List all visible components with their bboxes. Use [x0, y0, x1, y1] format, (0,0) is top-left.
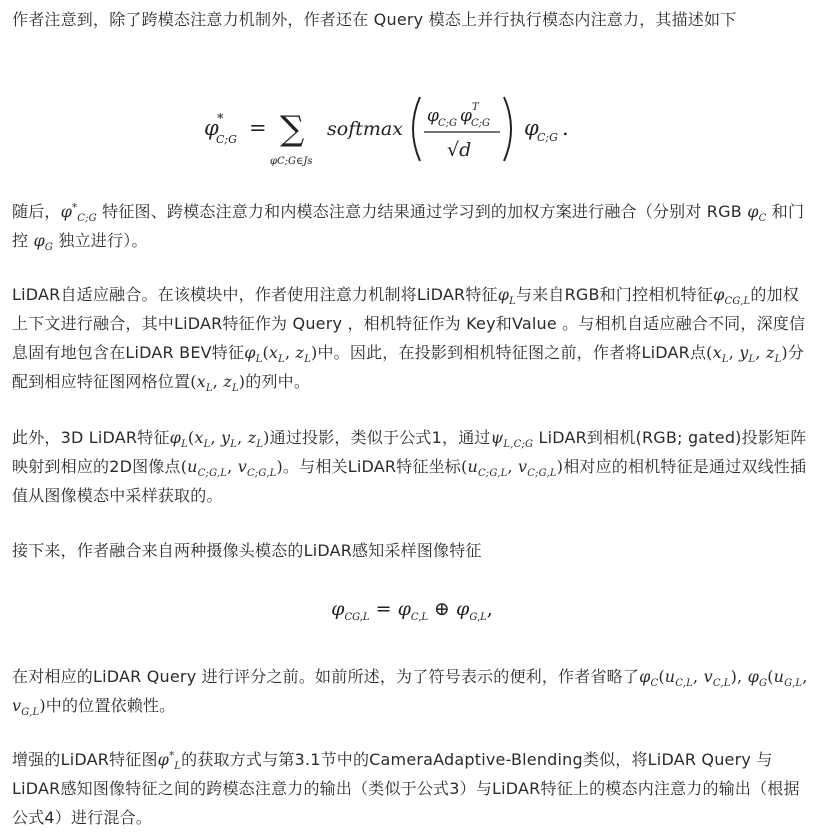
math-image-coord: ($u_{C;G,L}$, $v_{C;G,L}$)	[460, 457, 564, 480]
eq-num-sub-a: C;G	[438, 118, 458, 129]
paragraph-text: 通过投影，类似于公式1，通过	[269, 428, 491, 447]
eq-num-phi-b: φ	[460, 106, 472, 126]
paragraph-text: 接下来，作者融合来自两种摄像头模态的LiDAR感知采样图像特征	[12, 541, 482, 560]
equation-intra-attention	[0, 92, 824, 172]
eq-lhs-sup: *	[217, 112, 224, 127]
eq-tail-sub: C;G	[537, 131, 558, 144]
paragraph-text: 。与相关LiDAR特征坐标	[282, 457, 461, 476]
paragraph-text: 和门控	[12, 202, 805, 250]
math-phi-l-xz: $\varphi_L(x_L$, $z_L$)	[244, 343, 318, 366]
eq2-lhs-sub: CG,L	[344, 611, 370, 623]
paragraph-text: 相对应的相机特征是通过双线性插值从图像模态中采样获取的。	[12, 457, 807, 505]
equation-camera-fusion	[0, 598, 824, 623]
eq2-term1-phi: φ	[397, 598, 411, 620]
paragraph-notation	[12, 662, 812, 720]
eq-num-sup-b: T	[472, 102, 479, 113]
equation-svg	[202, 92, 622, 172]
math-phi-g: $\varphi_G$	[33, 231, 54, 254]
paragraph-text: 中的位置依赖性。	[45, 696, 176, 715]
math-image-point: ($u_{C;G,L}$, $v_{C;G,L}$)	[180, 457, 283, 480]
paragraph-fusion-weighting	[12, 197, 812, 255]
math-psi: $\psi_{L,C;G}$	[490, 428, 534, 451]
eq-num-phi-a: φ	[427, 106, 439, 126]
paragraph-text: 随后，	[12, 202, 61, 221]
paragraph-text: 分配到相应特征图网格位置	[12, 343, 805, 391]
paragraph-text: 的加权上下文进行融合，其中LiDAR特征作为 Query ，相机特征作为 Key和Value 。与相机自适应融合不同，深度信息固有地包含在LiDAR BEV特征	[12, 285, 806, 362]
math-point-xyz: ($x_L$, $y_L$, $z_L$)	[706, 343, 788, 366]
paragraph-text: 特征图、跨模态注意力和内模态注意力结果通过学习到的加权方案进行融合（分别对 RGB	[96, 202, 748, 221]
paragraph-projection	[12, 423, 812, 510]
paragraph-text: 的列中。	[245, 372, 311, 391]
math-phi-cgl: $\varphi_{CG,L}$	[713, 285, 751, 308]
paragraph-text: 在对相应的LiDAR Query 进行评分之前。如前所述，为了符号表示的便利，作者省略了	[12, 667, 640, 686]
eq2-equals: =	[369, 598, 398, 620]
paragraph-lidar-adaptive-fusion	[12, 280, 812, 396]
eq2-comma: ,	[486, 598, 493, 620]
math-phi-c-uv: $\varphi_C(u_{C,L}$, $v_{C,L}$), $\varphi_G(u_{G,L}$, $v_{G,L}$)	[12, 667, 808, 719]
paragraph-text: 与来自RGB和门控相机特征	[515, 285, 714, 304]
eq-num-sub-b: C;G	[471, 118, 491, 129]
eq-sum-symbol: ∑	[280, 109, 305, 149]
eq-sum-subscript: φC;G∈Js	[270, 156, 313, 167]
eq-lhs-phi: φ	[204, 116, 219, 140]
paragraph-text: 此外，3D LiDAR特征	[12, 428, 170, 447]
eq-equals: =	[249, 116, 267, 140]
paragraph-camera-fusion-intro	[12, 536, 812, 565]
eq-tail-phi: φ	[524, 116, 539, 140]
eq2-term2-phi: φ	[456, 598, 470, 620]
paragraph-text: 独立进行）。	[53, 231, 148, 250]
paragraph-text: LiDAR到相机(RGB; gated)投影矩阵映射到相应的2D图像点	[12, 428, 807, 476]
math-phi-l: $\varphi_L$	[497, 285, 516, 308]
eq-right-paren	[504, 97, 511, 161]
paragraph-text: 作者注意到，除了跨模态注意力机制外，作者还在 Query 模态上并行执行模态内注意力，其描述如下	[12, 10, 737, 29]
math-phi-star-l: $\varphi^*_L$	[157, 750, 182, 773]
paragraph-intra-attention-intro	[12, 5, 812, 34]
math-grid-xz: ($x_L$, $z_L$)	[190, 372, 246, 395]
math-phi-star-cg: $\varphi^*_{C;G}$	[60, 202, 97, 225]
paragraph-text: 增强的LiDAR特征图	[12, 750, 158, 769]
paragraph-text: 中。因此，在投影到相机特征图之前，作者将LiDAR点	[317, 343, 707, 362]
eq-period: .	[562, 116, 569, 140]
eq-softmax: softmax	[327, 118, 403, 140]
eq-lhs-sub: C;G	[216, 133, 237, 146]
eq-left-paren	[413, 97, 420, 161]
eq2-term2-sub: G,L	[469, 611, 487, 623]
paragraph-text: LiDAR自适应融合。在该模块中，作者使用注意力机制将LiDAR特征	[12, 285, 498, 304]
paragraph-enhanced-lidar	[12, 745, 812, 832]
paragraph-text: 的获取方式与第3.1节中的CameraAdaptive-Blending类似，将LiDAR Query 与LiDAR感知图像特征之间的跨模态注意力的输出（类似于公式3）与LiDAR特征上的模态内注意力的输出（根据公式4）进行混合。	[12, 750, 800, 827]
eq2-oplus: ⊕	[428, 598, 457, 620]
eq2-term1-sub: C,L	[410, 611, 429, 623]
math-phi-c: $\varphi_C$	[747, 202, 767, 225]
eq2-lhs-phi: φ	[331, 598, 345, 620]
eq-denominator: √d	[447, 139, 472, 161]
math-phi-l-xyz: $\varphi_L(x_L$, $y_L$, $z_L$)	[169, 428, 270, 451]
